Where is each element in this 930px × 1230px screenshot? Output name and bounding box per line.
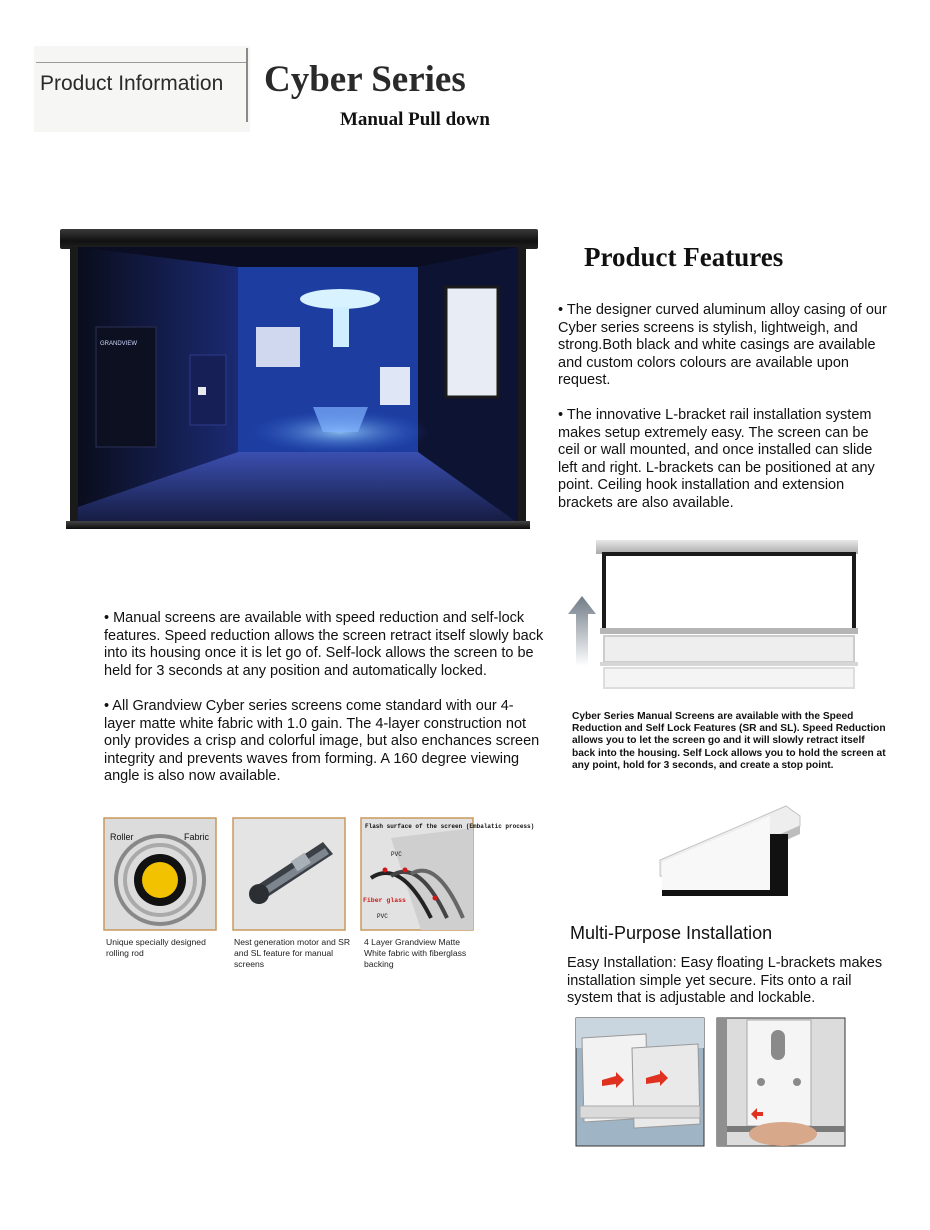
fabric-pvc-top-label: PVC [391, 851, 402, 858]
feature-paragraph-fabric: • All Grandview Cyber series screens come standard with our 4-layer matte white fabric with 1.0 gain. The 4-layer construction not only provides a crisp and colorful image, but also enchances screen integrity and prevents waves from forming. A 160 degree viewing angle is also now available. [104, 698, 540, 784]
motor-caption: Nest generation motor and SR and SL feature for manual screens [234, 937, 351, 969]
header-label: Product Information [40, 72, 224, 95]
page-title: Cyber Series [264, 59, 466, 100]
screen-brand-text: GRANDVIEW [100, 341, 138, 347]
motor-image [233, 818, 345, 930]
header-vertical-divider [246, 48, 248, 122]
fabric-fiberglass-label: Fiber glass [363, 897, 406, 904]
roller-label: Roller [110, 832, 134, 842]
rolling-rod-caption: Unique specially designed rolling rod [106, 937, 206, 958]
screen-casing [60, 229, 538, 249]
fabric-layers-caption: 4 Layer Grandview Matte White fabric with fiberglass backing [364, 937, 467, 969]
page-subtitle: Manual Pull down [340, 109, 490, 130]
fabric-label: Fabric [184, 832, 210, 842]
feature-paragraph-speed-reduction: • Manual screens are available with speed reduction and self-lock features. Speed reduction allows the screen retract itself slowly back into its housing once it is let go of. Self-lock allows the screen to be held for 3 seconds at any position and automatically locked. [104, 610, 544, 679]
installation-text: Easy Installation: Easy floating L-brackets makes installation simple yet secure. Fits onto a rail system that is adjustable and lockable. [567, 955, 883, 1006]
speed-reduction-diagram [562, 536, 862, 696]
rail-bracket-image [576, 1018, 704, 1146]
feature-paragraph-lbracket: • The innovative L-bracket rail installation system makes setup extremely easy. The screen can be ceil or wall mounted, and once installed can slide left and right. L-brackets can be positioned at any point. Ceiling hook installation and extension brackets are also available. [558, 407, 875, 511]
hero-screen-image [70, 247, 526, 523]
showroom-picture [78, 247, 518, 523]
fabric-top-layer-label: Flash surface of the screen (Embalatic process) [365, 823, 535, 830]
casing-corner-image [660, 800, 804, 898]
feature-paragraph-casing: • The designer curved aluminum alloy casing of our Cyber series screens is stylish, lightweigh, and strong.Both black and white casings are available and custom colors colours are available upon request. [558, 302, 887, 388]
fabric-pvc-bottom-label: PVC [377, 913, 388, 920]
features-title: Product Features [584, 242, 784, 272]
speed-reduction-caption: Cyber Series Manual Screens are available with the Speed Reduction and Self Lock Features (SR and SL). Speed Reduction allows you to let the screen go and it will slowly retract itself back into the housing. Self Lock allows you to hold the screen at any point, hold for 3 seconds, and create a stop point. [572, 711, 886, 771]
screen-bottom-bar [66, 521, 530, 529]
rolling-rod-image [104, 818, 216, 930]
wall-bracket-image [717, 1018, 845, 1146]
installation-title: Multi-Purpose Installation [570, 923, 773, 943]
header-divider-line [36, 62, 246, 63]
fabric-layers-image [361, 818, 535, 930]
